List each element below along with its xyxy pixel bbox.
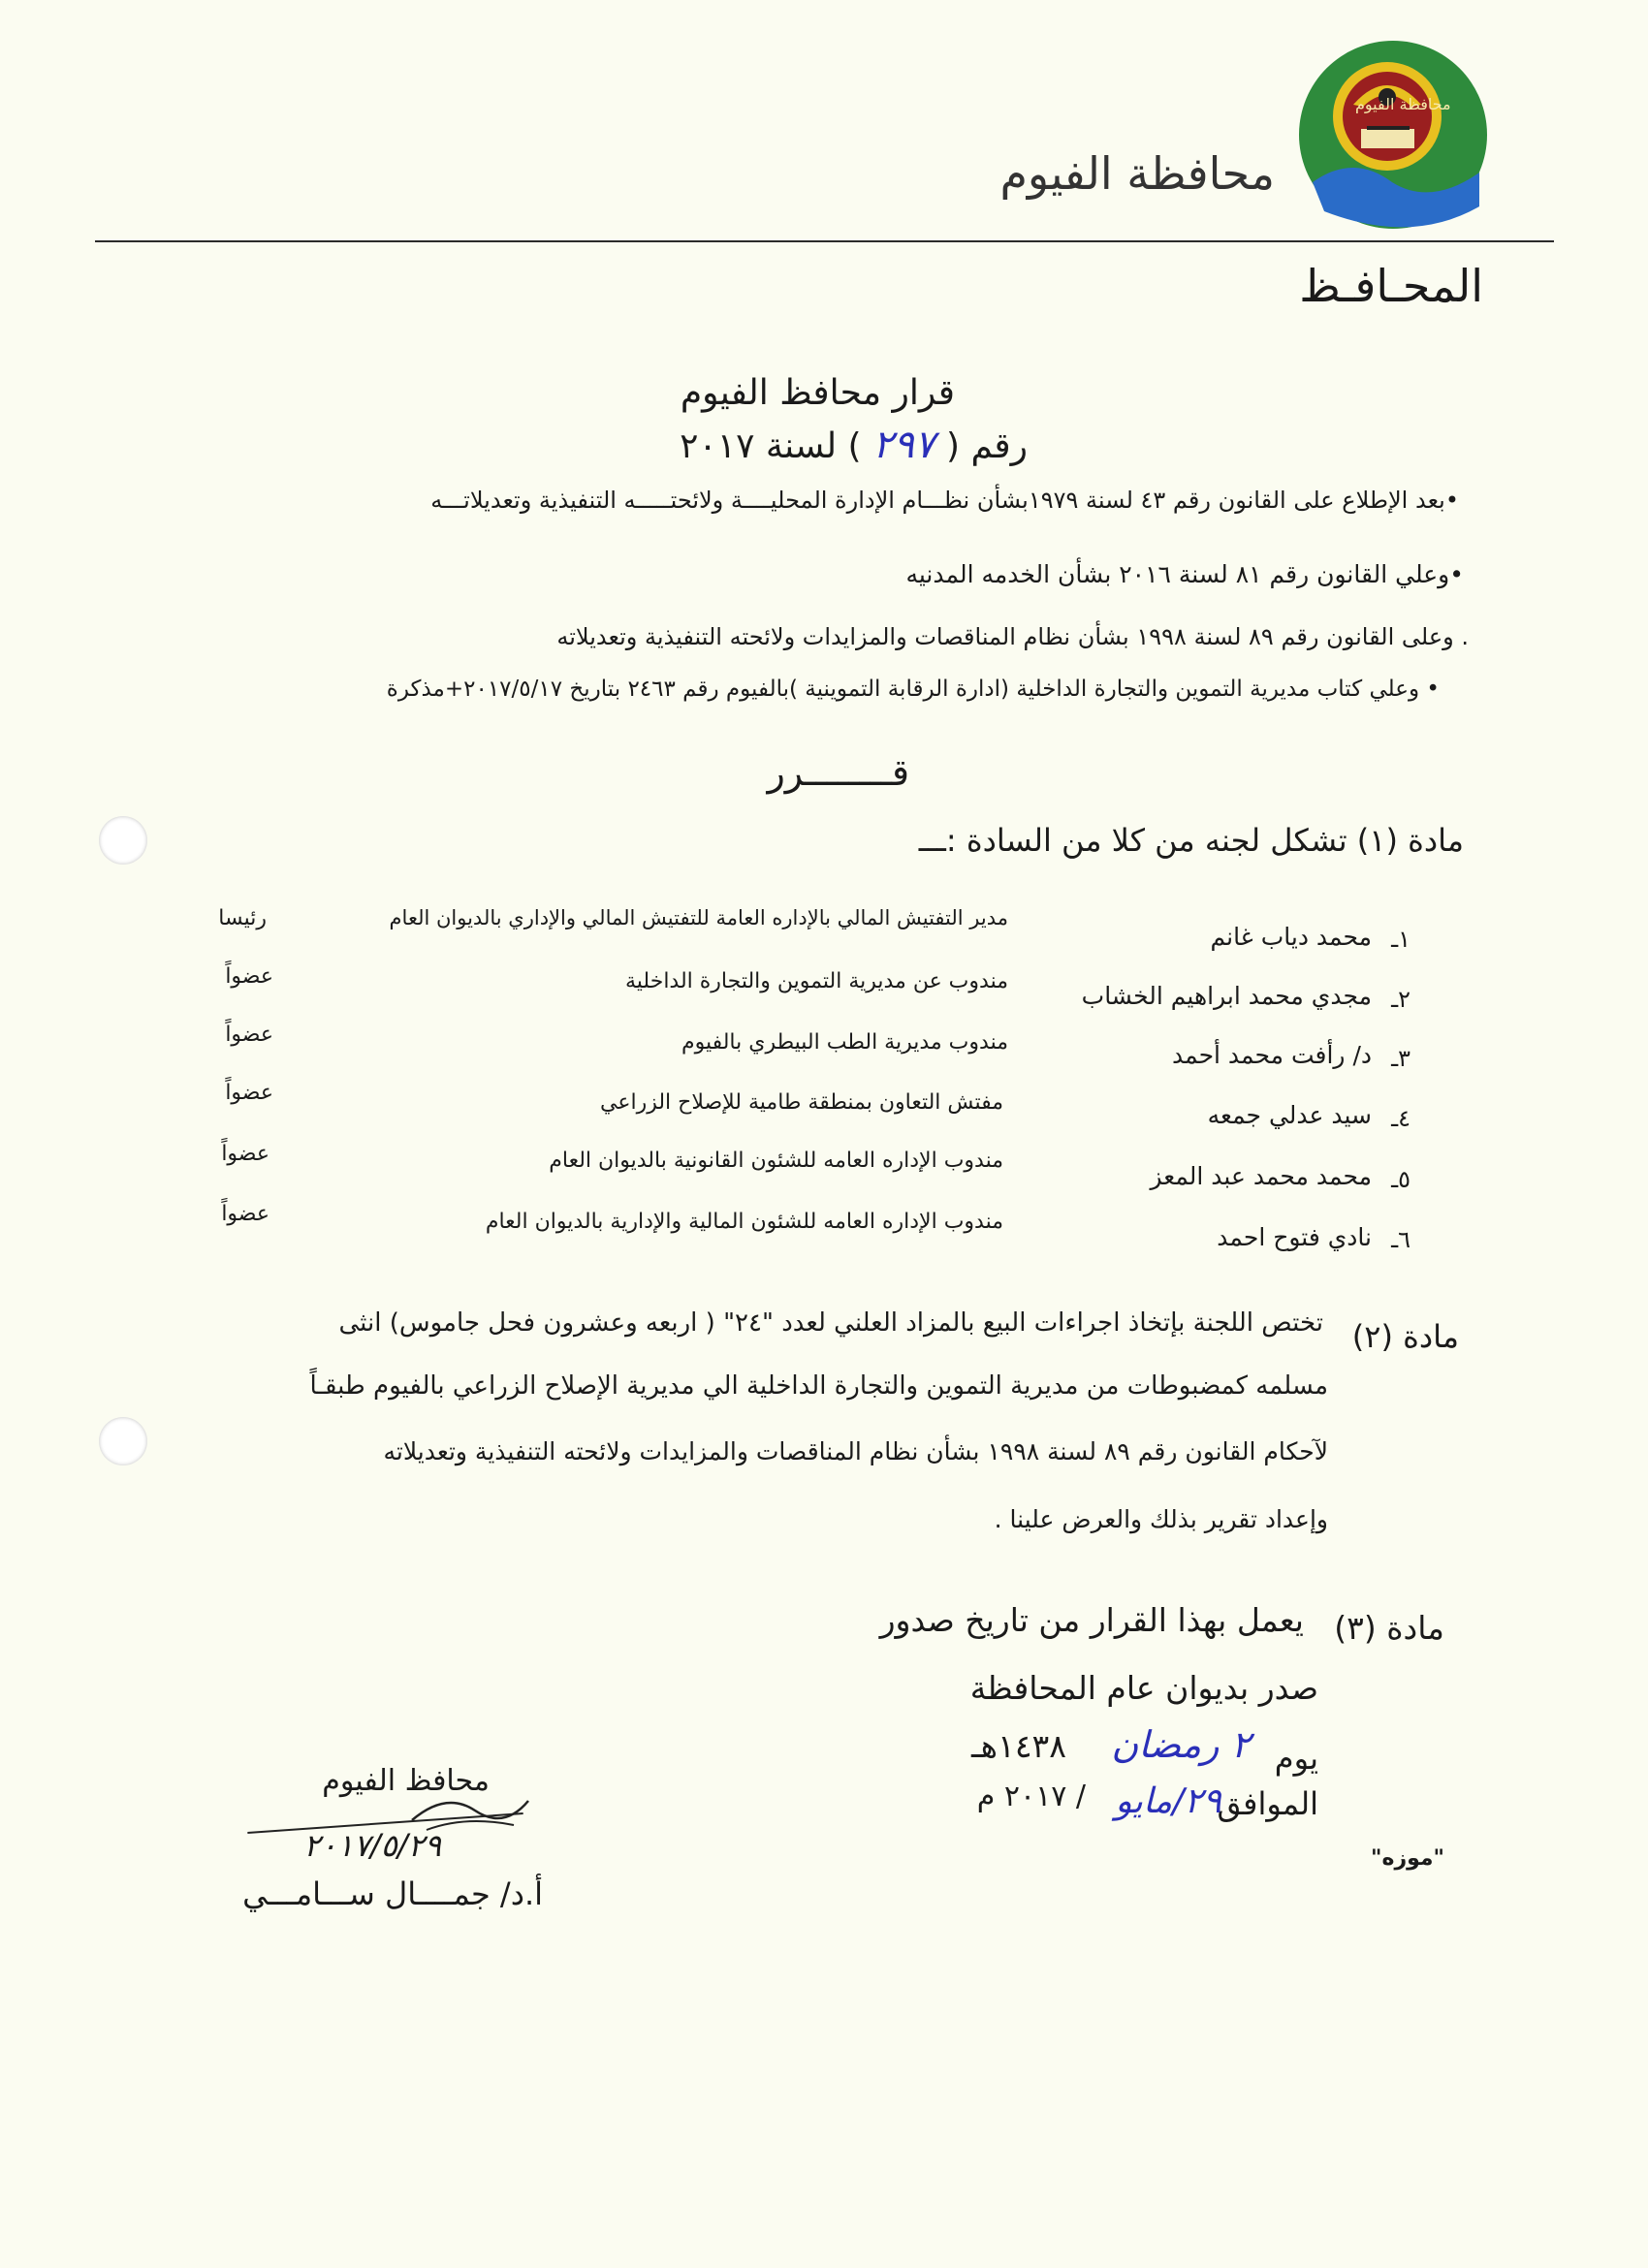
member-position: مفتش التعاون بمنطقة طامية للإصلاح الزراعي bbox=[600, 1090, 1003, 1115]
member-role: عضواً bbox=[221, 1142, 269, 1166]
decision-title: قرار محافظ الفيوم bbox=[680, 373, 955, 413]
preamble-line-2: •وعلي القانون رقم ٨١ لسنة ٢٠١٦ بشأن الخدمه المدنيه bbox=[905, 560, 1464, 588]
member-role: عضواً bbox=[221, 1202, 269, 1226]
decided-heading: قــــــــرر bbox=[767, 751, 909, 794]
signatory-name: أ.د/ جمــــال ســـامـــي bbox=[242, 1875, 543, 1912]
decision-number-prefix: رقم ( bbox=[945, 426, 1028, 466]
hijri-handwritten: ٢ رمضان bbox=[1111, 1723, 1251, 1766]
issued-at: صدر بديوان عام المحافظة bbox=[969, 1669, 1318, 1707]
article2-line-1: تختص اللجنة بإتخاذ اجراءات البيع بالمزاد العلني لعدد "٢٤" ( اربعه وعشرون فحل جاموس) انثى bbox=[338, 1308, 1323, 1338]
member-role: رئيسا bbox=[218, 906, 267, 930]
logo-text: محافظة الفيوم bbox=[1355, 95, 1451, 113]
gregorian-year: / ٢٠١٧ م bbox=[976, 1780, 1086, 1813]
member-number: ١ـ bbox=[1391, 926, 1410, 953]
article3-text: يعمل بهذا القرار من تاريخ صدور bbox=[879, 1601, 1304, 1639]
decision-number-suffix: ) لسنة ٢٠١٧ bbox=[680, 426, 862, 466]
header-divider bbox=[95, 240, 1554, 242]
member-role: عضواً bbox=[225, 964, 273, 989]
member-position: مدير التفتيش المالي بالإداره العامة للتفتيش المالي والإداري بالديوان العام bbox=[389, 906, 1008, 929]
member-position: مندوب عن مديرية التموين والتجارة الداخلية bbox=[625, 969, 1008, 993]
member-position: مندوب مديرية الطب البيطري بالفيوم bbox=[681, 1030, 1008, 1055]
equivalent-label: الموافق bbox=[1217, 1785, 1318, 1822]
member-role: عضواً bbox=[225, 1081, 273, 1105]
member-position: مندوب الإداره العامه للشئون القانونية بالديوان العام bbox=[549, 1149, 1003, 1173]
member-name: محمد دياب غانم bbox=[1210, 923, 1372, 951]
article2-line-3: لآحكام القانون رقم ٨٩ لسنة ١٩٩٨ بشأن نظام المناقصات والمزايدات ولائحته التنفيذية وتعديلاته bbox=[383, 1437, 1328, 1465]
article2-line-4: وإعداد تقرير بذلك والعرض علينا . bbox=[994, 1505, 1328, 1533]
member-name: نادي فتوح احمد bbox=[1217, 1223, 1372, 1251]
member-role: عضواً bbox=[225, 1023, 273, 1047]
member-number: ٦ـ bbox=[1391, 1226, 1410, 1253]
day-label: يوم bbox=[1274, 1740, 1318, 1777]
typist-initials: "موزه" bbox=[1371, 1846, 1444, 1871]
governorate-name: محافظة الفيوم bbox=[999, 147, 1275, 200]
member-number: ٣ـ bbox=[1391, 1045, 1410, 1072]
member-number: ٤ـ bbox=[1391, 1105, 1410, 1132]
hijri-year: ١٤٣٨هـ bbox=[971, 1727, 1066, 1765]
punch-hole-top bbox=[99, 816, 147, 865]
member-name: محمد محمد عبد المعز bbox=[1150, 1162, 1372, 1190]
governorate-logo bbox=[1295, 37, 1491, 233]
member-number: ٢ـ bbox=[1391, 986, 1410, 1013]
office-title: المحـافـظ bbox=[1299, 260, 1483, 312]
preamble-line-1: •بعد الإطلاع على القانون رقم ٤٣ لسنة ١٩٧٩بشأن نظـــام الإدارة المحليــــة ولائحتـــــه التنفيذية وتعديلاتـــه bbox=[430, 487, 1459, 514]
decision-number-handwritten: ٢٩٧ bbox=[872, 423, 935, 467]
article2-line-2: مسلمه كمضبوطات من مديرية التموين والتجارة الداخلية الي مديرية الإصلاح الزراعي بالفيوم طبقـاً bbox=[309, 1371, 1328, 1401]
member-position: مندوب الإداره العامه للشئون المالية والإدارية بالديوان العام bbox=[485, 1210, 1003, 1234]
punch-hole-bottom bbox=[99, 1417, 147, 1465]
decision-number-line bbox=[680, 423, 1028, 467]
article2-label: مادة (٢) bbox=[1351, 1318, 1459, 1355]
article3-label: مادة (٣) bbox=[1334, 1609, 1444, 1647]
gregorian-handwritten: ٢٩/مايو bbox=[1115, 1781, 1221, 1821]
preamble-line-3: . وعلى القانون رقم ٨٩ لسنة ١٩٩٨ بشأن نظام المناقصات والمزايدات ولائحته التنفيذية وتعديلاته bbox=[556, 623, 1469, 650]
signature-date: ٢٠١٧/٥/٢٩ bbox=[303, 1827, 441, 1864]
preamble-line-4: • وعلي كتاب مديرية التموين والتجارة الداخلية (ادارة الرقابة التموينية )بالفيوم رقم ٢٤٦٣ بتاريخ ٢٠١٧/٥/١٧+مذكرة bbox=[386, 677, 1440, 702]
signature-title: محافظ الفيوم bbox=[322, 1764, 490, 1798]
article1-heading: مادة (١) تشكل لجنه من كلا من السادة :ـــ bbox=[918, 822, 1464, 859]
member-number: ٥ـ bbox=[1391, 1166, 1410, 1193]
member-name: سيد عدلي جمعه bbox=[1207, 1101, 1372, 1129]
member-name: مجدي محمد ابراهيم الخشاب bbox=[1081, 982, 1372, 1010]
member-name: د/ رأفت محمد أحمد bbox=[1172, 1041, 1372, 1069]
